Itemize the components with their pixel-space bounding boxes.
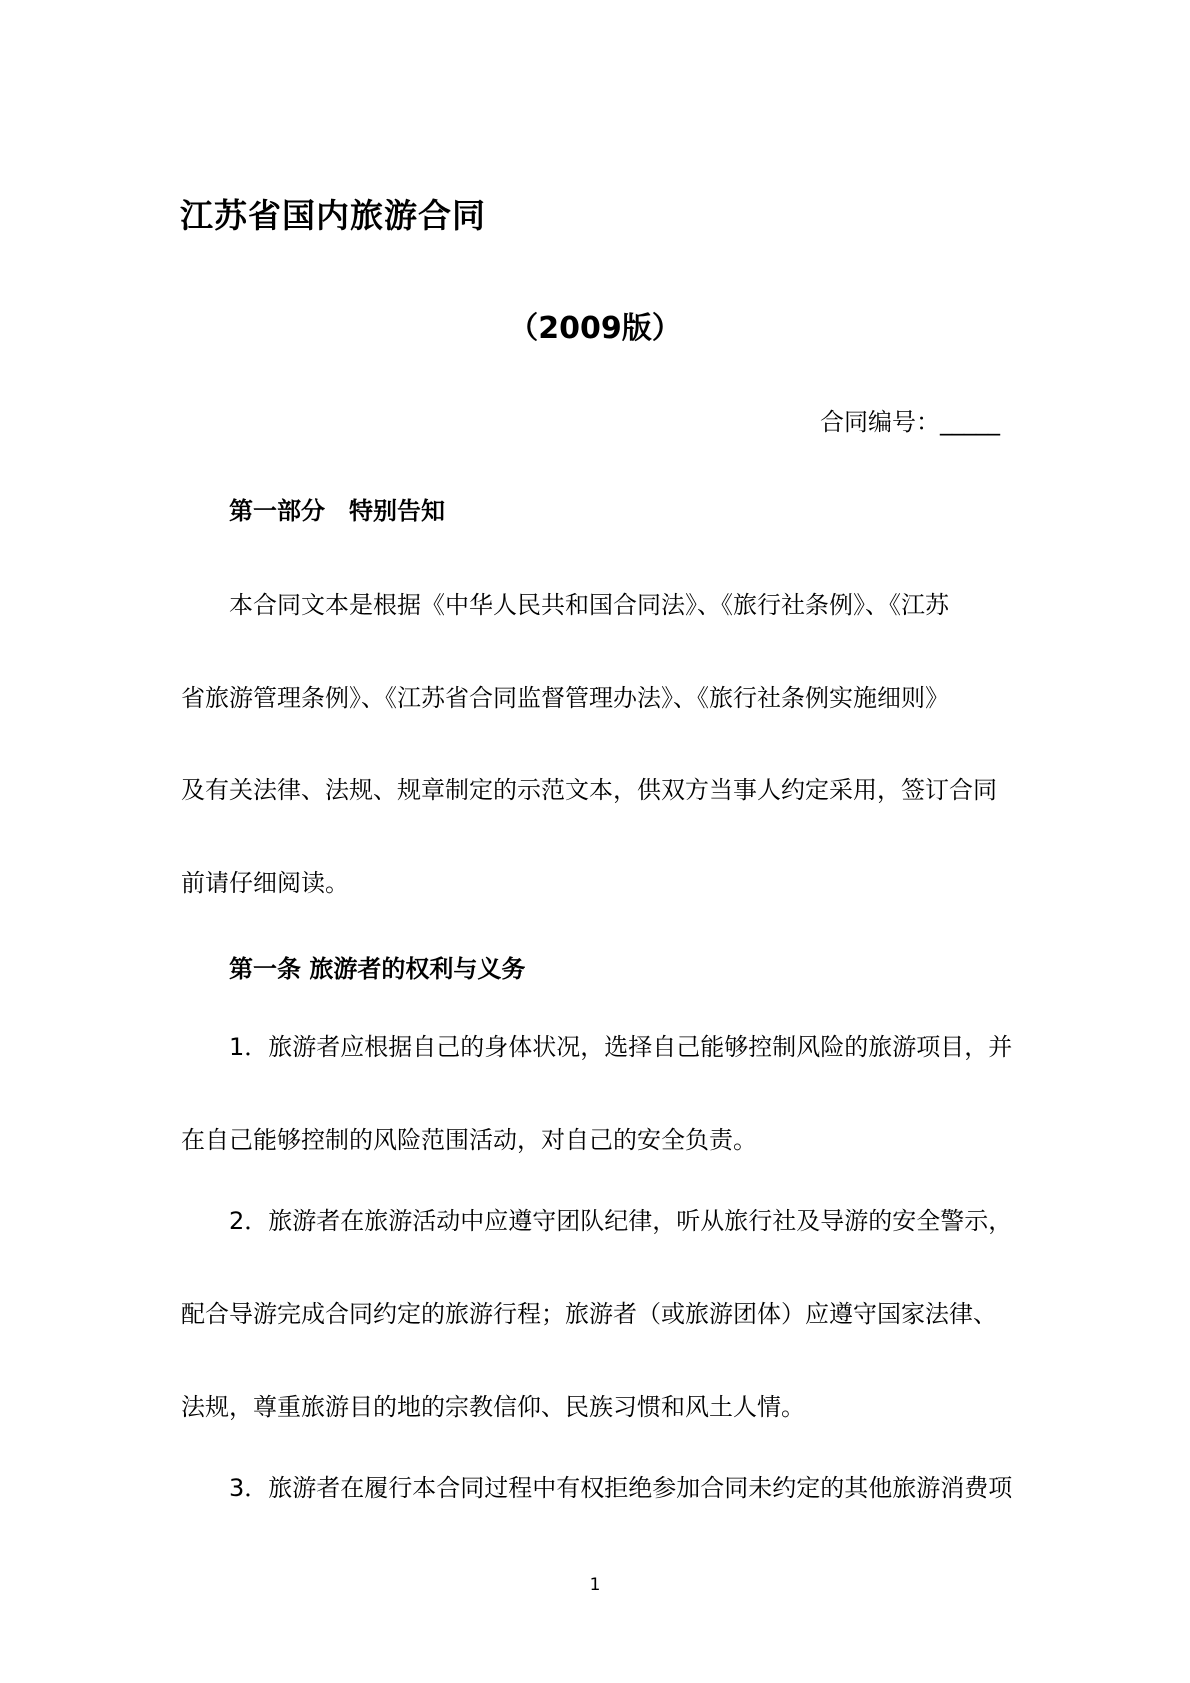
article-heading: 第一条 旅游者的权利与义务: [229, 955, 526, 983]
document-title: 江苏省国内旅游合同: [180, 196, 486, 235]
clause-line: 3．旅游者在履行本合同过程中有权拒绝参加合同未约定的其他旅游消费项: [229, 1474, 1013, 1502]
clause-line: 在自己能够控制的风险范围活动，对自己的安全负责。: [181, 1126, 757, 1154]
intro-line: 省旅游管理条例》、《江苏省合同监督管理办法》、《旅行社条例实施细则》: [181, 684, 949, 712]
clause-line: 法规，尊重旅游目的地的宗教信仰、民族习惯和风土人情。: [181, 1393, 805, 1421]
intro-line: 本合同文本是根据《中华人民共和国合同法》、《旅行社条例》、《江苏: [229, 591, 949, 619]
clause-line: 1．旅游者应根据自己的身体状况，选择自己能够控制风险的旅游项目，并: [229, 1033, 1013, 1061]
intro-line: 前请仔细阅读。: [181, 869, 349, 897]
contract-number: 合同编号：_____: [820, 408, 1000, 436]
intro-line: 及有关法律、法规、规章制定的示范文本，供双方当事人约定采用，签订合同: [181, 776, 997, 804]
clause-line: 2．旅游者在旅游活动中应遵守团队纪律，听从旅行社及导游的安全警示，: [229, 1207, 1013, 1235]
clause-line: 配合导游完成合同约定的旅游行程；旅游者（或旅游团体）应遵守国家法律、: [181, 1300, 997, 1328]
page-number: 1: [589, 1575, 601, 1595]
edition-label: （2009版）: [508, 311, 682, 346]
part-heading: 第一部分 特别告知: [229, 497, 445, 525]
